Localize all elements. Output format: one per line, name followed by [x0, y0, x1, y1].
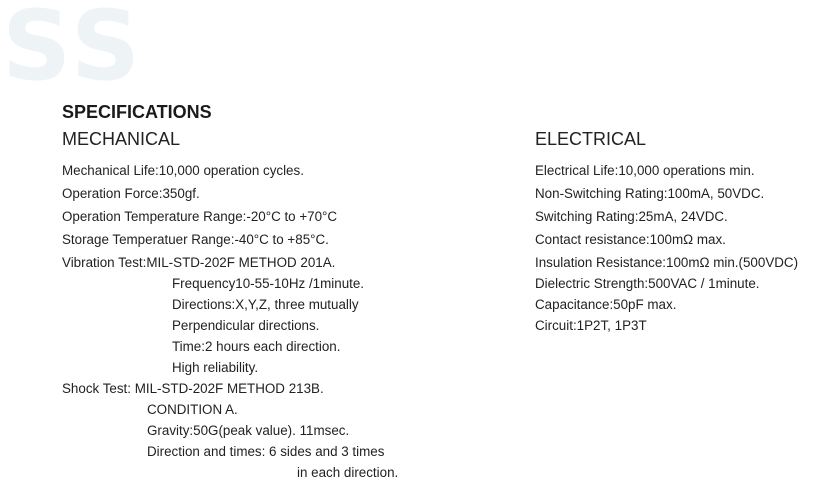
vibration-time: Time:2 hours each direction. — [172, 339, 341, 354]
electrical-item: Dielectric Strength:500VAC / 1minute. — [535, 276, 760, 291]
shock-gravity: Gravity:50G(peak value). 11msec. — [147, 423, 350, 438]
storage-temperature: Storage Temperatuer Range:-40°C to +85°C. — [62, 232, 329, 247]
vibration-reliability: High reliability. — [172, 360, 259, 375]
operation-force: Operation Force:350gf. — [62, 186, 200, 201]
vibration-test: Vibration Test:MIL-STD-202F METHOD 201A. — [62, 255, 336, 270]
vibration-perpendicular: Perpendicular directions. — [172, 318, 320, 333]
mechanical-title: MECHANICAL — [62, 129, 181, 149]
watermark-logo: SS — [2, 0, 144, 102]
electrical-item: Capacitance:50pF max. — [535, 297, 677, 312]
page-title: SPECIFICATIONS — [62, 102, 212, 122]
electrical-item: Insulation Resistance:100mΩ min.(500VDC) — [535, 255, 799, 270]
electrical-item: Non-Switching Rating:100mA, 50VDC. — [535, 186, 765, 201]
mechanical-life: Mechanical Life:10,000 operation cycles. — [62, 163, 304, 178]
shock-direction: Direction and times: 6 sides and 3 times — [147, 444, 385, 459]
mechanical-section — [62, 128, 462, 483]
vibration-frequency: Frequency10-55-10Hz /1minute. — [172, 276, 365, 291]
vibration-directions: Directions:X,Y,Z, three mutually — [172, 297, 359, 312]
operation-temperature: Operation Temperature Range:-20°C to +70°C — [62, 209, 338, 224]
electrical-item: Contact resistance:100mΩ max. — [535, 232, 726, 247]
electrical-item: Switching Rating:25mA, 24VDC. — [535, 209, 728, 224]
electrical-item: Circuit:1P2T, 1P3T — [535, 318, 647, 333]
electrical-section — [535, 128, 834, 336]
shock-condition: CONDITION A. — [147, 402, 238, 417]
shock-test: Shock Test: MIL-STD-202F METHOD 213B. — [62, 381, 324, 396]
electrical-item: Electrical Life:10,000 operations min. — [535, 163, 755, 178]
electrical-title: ELECTRICAL — [535, 129, 647, 149]
shock-direction-cont: in each direction. — [297, 465, 399, 480]
